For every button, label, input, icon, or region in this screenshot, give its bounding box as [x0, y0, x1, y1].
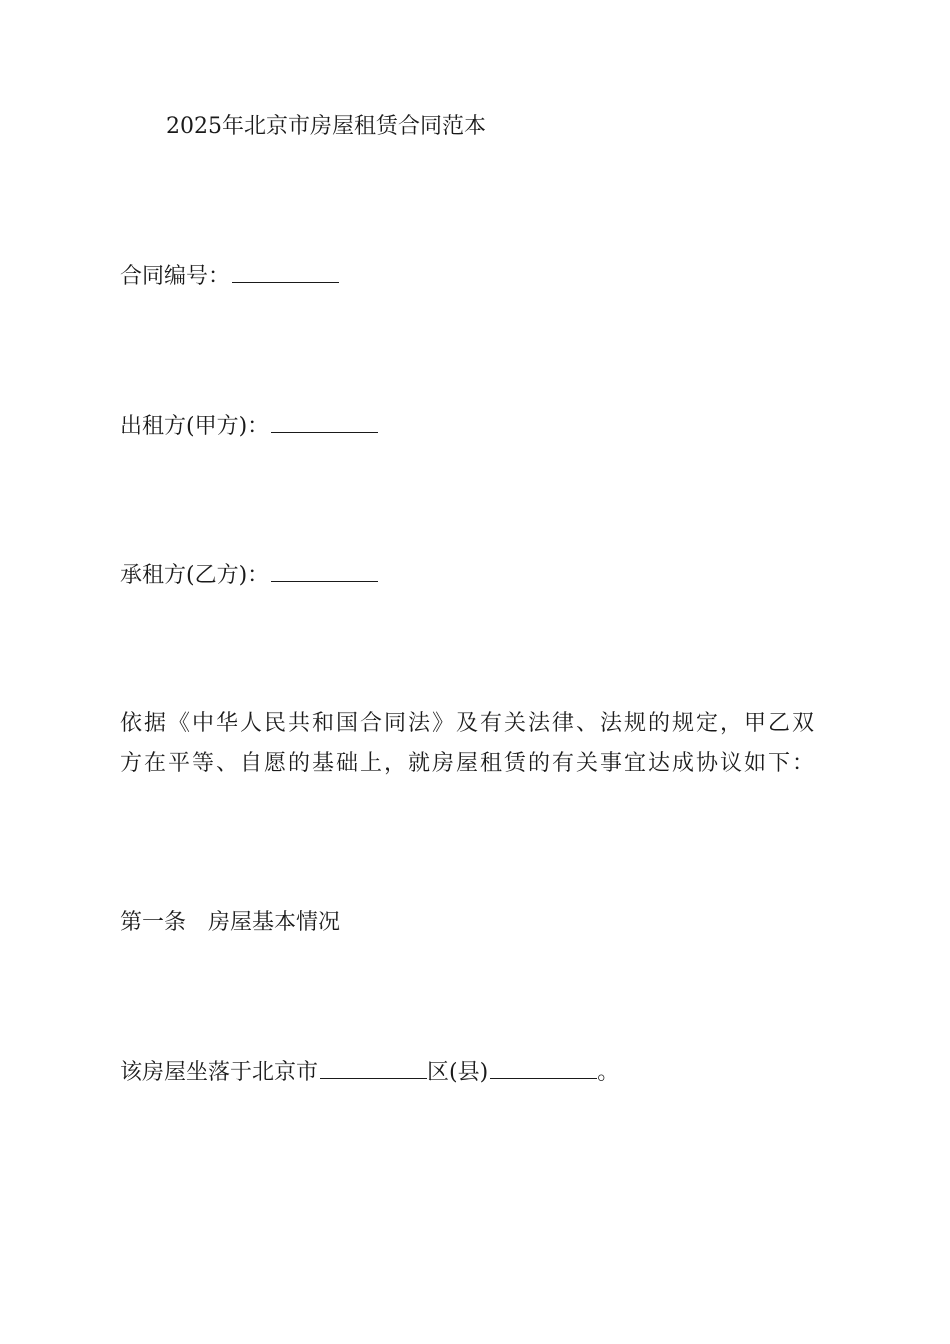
lessor-label: 出租方(甲方)： [120, 414, 270, 439]
contract-number-label: 合同编号： [120, 264, 231, 289]
lessee-blank [271, 563, 378, 582]
location-line [120, 1056, 619, 1090]
document-title: 2025年北京市房屋租赁合同范本 [166, 114, 486, 139]
preamble-line-2: 方在平等、自愿的基础上，就房屋租赁的有关事宜达成协议如下： [120, 751, 817, 776]
contract-number-line [120, 260, 339, 294]
preamble-line-1: 依据《中华人民共和国合同法》及有关法律、法规的规定，甲乙双 [120, 711, 817, 736]
county-address-blank [490, 1060, 597, 1079]
city-district-blank [320, 1060, 427, 1079]
article-1-heading: 第一条 房屋基本情况 [120, 910, 341, 935]
location-prefix: 该房屋坐落于北京市 [120, 1060, 319, 1085]
location-district-label: 区(县) [427, 1060, 489, 1085]
lessee-line [120, 559, 378, 593]
lessee-label: 承租方(乙方)： [120, 563, 270, 588]
contract-number-blank [232, 264, 339, 283]
location-suffix: 。 [597, 1060, 620, 1085]
preamble-paragraph [120, 704, 840, 784]
lessor-blank [271, 414, 378, 433]
lessor-line [120, 410, 378, 444]
